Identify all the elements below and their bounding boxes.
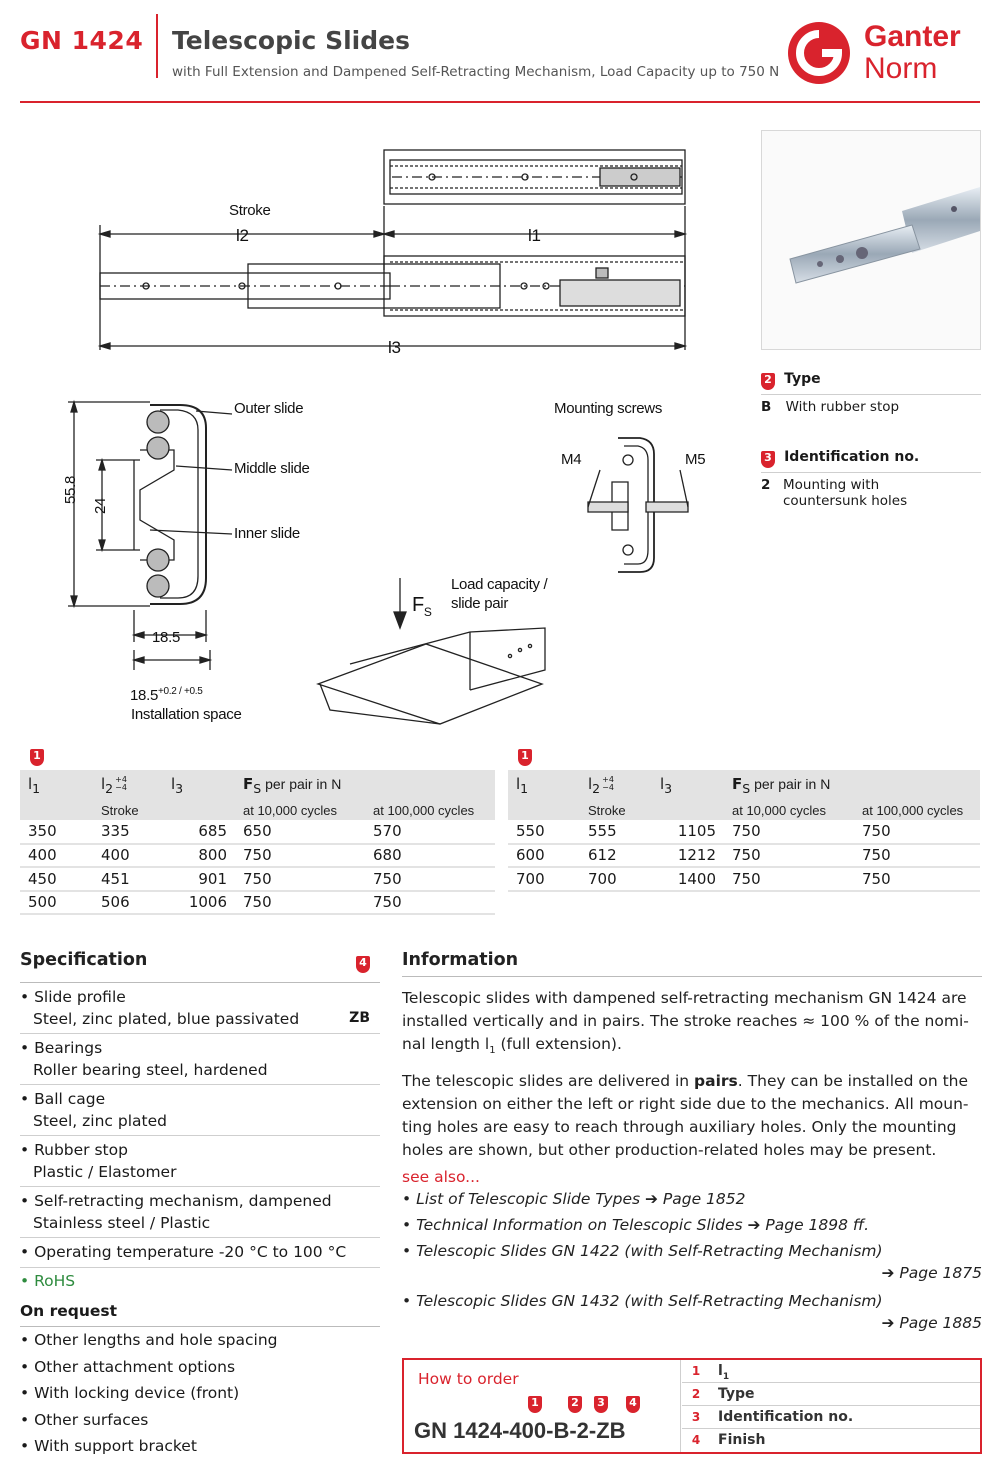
order-legend-row: [682, 1406, 980, 1429]
label-mounting-screws: Mounting screws: [554, 400, 663, 417]
see-also-link[interactable]: [402, 1212, 982, 1238]
table-cell: 600: [508, 844, 580, 868]
spec-finish-code: ZB: [349, 1009, 370, 1026]
table-cell: 750: [724, 820, 854, 844]
label-dim-185: 18.5: [152, 629, 180, 646]
label-m4: M4: [561, 451, 582, 468]
order-legend-row: [682, 1429, 980, 1452]
see-also-links: [402, 1186, 982, 1336]
table-right-wrap: [508, 770, 980, 892]
spec-item-material: Roller bearing steel, hardened: [33, 1060, 268, 1079]
type-badge: 2: [761, 373, 775, 390]
see-also-page-ref[interactable]: ➔ Page 1885: [881, 1314, 982, 1333]
table-left-badge: 1: [30, 749, 44, 766]
spec-item-title: • Rubber stop: [20, 1141, 128, 1159]
table-right-badge: 1: [518, 749, 532, 766]
order-legend-label: Type: [718, 1386, 755, 1402]
table-cell: 901: [163, 867, 235, 891]
type-title: Type: [784, 371, 821, 387]
on-request-item: • Other surfaces: [20, 1410, 149, 1429]
label-outer-slide: Outer slide: [234, 400, 304, 417]
table-cell: 335: [93, 820, 163, 844]
table-cell: 500: [20, 891, 93, 915]
order-badge: 1: [528, 1396, 542, 1413]
table-cell: 750: [235, 891, 365, 915]
order-title: How to order: [418, 1370, 519, 1388]
ganter-logo-icon: [784, 18, 854, 88]
table-cell: 1006: [163, 891, 235, 915]
see-also-link-text[interactable]: • Telescopic Slides GN 1422 (with Self-Retracting Mechanism): [402, 1242, 883, 1261]
order-separator: [680, 1360, 681, 1452]
spec-item-title: • Ball cage: [20, 1090, 106, 1108]
label-install-dim: $18.5^{+0.2 / +0.5}$: [130, 686, 203, 704]
spec-item: [20, 1238, 380, 1268]
spec-item-material: Stainless steel / Plastic: [33, 1213, 211, 1232]
table-cell: 680: [365, 844, 495, 868]
order-badge: 2: [568, 1396, 582, 1413]
see-also-link-text[interactable]: • Telescopic Slides GN 1432 (with Self-Retracting Mechanism): [402, 1292, 883, 1311]
order-legend-num: 3: [691, 1410, 701, 1424]
see-also-page-ref[interactable]: ➔ Page 1875: [881, 1264, 982, 1283]
type-section: [761, 368, 981, 415]
specification-title: Specification: [20, 950, 148, 970]
table-cell: 1400: [652, 867, 724, 891]
table-cell: 750: [854, 844, 980, 868]
table-cell: 800: [163, 844, 235, 868]
spec-item: [20, 1187, 380, 1238]
on-request-item: • Other attachment options: [20, 1357, 236, 1376]
table-right-row: [508, 820, 980, 844]
label-load-capacity: Load capacity /: [451, 576, 548, 593]
table-cell: 350: [20, 820, 93, 844]
order-legend-label: Identification no.: [718, 1409, 854, 1425]
technical-drawing: [0, 110, 760, 730]
table-cell: 550: [508, 820, 580, 844]
on-request-item: • With support bracket: [20, 1437, 197, 1455]
table-cell: 400: [20, 844, 93, 868]
order-legend-row: [682, 1360, 980, 1383]
table-cell: 750: [854, 820, 980, 844]
label-slide-pair: slide pair: [451, 595, 509, 612]
spec-item-material: Plastic / Elastomer: [33, 1162, 177, 1181]
spec-item: [20, 1034, 380, 1085]
table-cell: 400: [93, 844, 163, 868]
order-legend-label: Finish: [718, 1432, 766, 1448]
label-dim-24: 24: [92, 497, 109, 514]
table-cell: 451: [93, 867, 163, 891]
dimension-table-right: $l_1$ $l_2+4$ −4 $l_3$ $F_S$ per pair in N Stroke at 10,000 cycles at 100,000 cycles 550 555 1105 750 750 600 612 1212 750 750 700 700 1400 750 750: [508, 770, 980, 892]
order-code: [414, 1418, 626, 1444]
order-code-part: 2: [576, 1418, 589, 1443]
table-cell: 506: [93, 891, 163, 915]
label-l2: l2: [236, 226, 249, 245]
order-code-part: B: [553, 1418, 570, 1443]
table-cell: 750: [724, 867, 854, 891]
table-cell: 450: [20, 867, 93, 891]
table-cell: 700: [580, 867, 652, 891]
on-request-item: • With locking device (front): [20, 1384, 240, 1402]
table-left-wrap: [20, 770, 495, 915]
table-cell: 1212: [652, 844, 724, 868]
order-code-part: 400: [509, 1418, 547, 1443]
slide-drawing-svg: [0, 110, 760, 730]
table-cell: 750: [365, 891, 495, 915]
spec-item-title: • Self-retracting mechanism, dampened: [20, 1192, 332, 1210]
order-code-part: -: [588, 1418, 597, 1443]
spec-item-material: Steel, zinc plated, blue passivated: [33, 1009, 300, 1028]
information-title: Information: [402, 950, 519, 970]
label-m5: M5: [685, 451, 706, 468]
type-option-b: B With rubber stop: [761, 399, 900, 415]
information-section: [402, 950, 982, 1338]
see-also-link[interactable]: [402, 1288, 982, 1336]
logo-text-ganter: Ganter: [864, 20, 961, 53]
see-also-link[interactable]: [402, 1238, 982, 1286]
spec-item-title: • Slide profile: [20, 988, 126, 1006]
label-dim-558: 55.8: [62, 476, 79, 504]
ident-section: [761, 446, 981, 513]
see-also-label: see also...: [402, 1168, 480, 1187]
spec-item-material: Steel, zinc plated: [33, 1111, 167, 1130]
product-photo: [761, 130, 981, 350]
label-installation-space: Installation space: [131, 706, 242, 723]
table-left-row: [20, 867, 495, 891]
label-l3: l3: [388, 338, 401, 357]
label-fs: $F_S$: [412, 594, 432, 619]
ident-option-2: 2 Mounting with countersunk holes: [761, 477, 908, 509]
table-cell: 750: [724, 844, 854, 868]
table-left-row: [20, 844, 495, 868]
label-l1: l1: [528, 226, 541, 245]
ganter-norm-logo: [784, 18, 984, 88]
order-code-part: -: [569, 1418, 577, 1443]
table-left-row: [20, 891, 495, 915]
table-cell: 612: [580, 844, 652, 868]
info-paragraph-2: The telescopic slides are delivered in pairs. They can be installed on the extension on either the left or right side due to the mechanics. All moun- ting holes are easy to reach through auxiliary holes. Only the mounting holes are shown, but other production-related holes may be present.: [402, 1072, 969, 1160]
table-cell: 750: [854, 867, 980, 891]
on-request-list: [20, 1327, 380, 1460]
header-rule: [20, 101, 980, 103]
header-separator: [156, 14, 158, 78]
table-cell: 650: [235, 820, 365, 844]
finish-badge: 4: [356, 956, 370, 973]
spec-item: [20, 983, 380, 1034]
order-legend-label: $l_1$: [718, 1363, 730, 1382]
page-subtitle: with Full Extension and Dampened Self-Retracting Mechanism, Load Capacity up to 750 N: [172, 64, 780, 80]
logo-text-norm: Norm: [864, 52, 938, 85]
ident-badge: 3: [761, 451, 775, 468]
table-cell: 685: [163, 820, 235, 844]
telescopic-slide-image: [762, 131, 980, 349]
on-request-item: • Other lengths and hole spacing: [20, 1331, 278, 1349]
order-code-part: -: [502, 1418, 510, 1443]
table-right-row: [508, 844, 980, 868]
spec-item-title: • Bearings: [20, 1039, 103, 1057]
page-title: Telescopic Slides: [172, 26, 410, 55]
see-also-link-text[interactable]: • List of Telescopic Slide Types ➔ Page 1852: [402, 1190, 746, 1209]
order-legend-num: 1: [691, 1364, 701, 1378]
label-middle-slide: Middle slide: [234, 460, 310, 477]
order-badge: 4: [626, 1396, 640, 1413]
label-inner-slide: Inner slide: [234, 525, 300, 542]
table-cell: 570: [365, 820, 495, 844]
order-code-part: ZB: [596, 1418, 626, 1443]
table-cell: 750: [235, 867, 365, 891]
order-legend-num: 2: [691, 1387, 701, 1401]
table-left-row: [20, 820, 495, 844]
specification-list: [20, 983, 380, 1268]
spec-item-title: • Operating temperature -20 °C to 100 °C: [20, 1243, 347, 1261]
how-to-order-box: [402, 1358, 982, 1454]
ident-title: Identification no.: [784, 449, 920, 465]
info-paragraph-1: Telescopic slides with dampened self-retracting mechanism GN 1424 are installed vertically and in pairs. The stroke reaches ≈ 100 % of the nomi- nal length $l_1$ (full extension).: [402, 989, 969, 1057]
table-cell: 1105: [652, 820, 724, 844]
table-cell: 555: [580, 820, 652, 844]
order-code-part: GN 1424: [414, 1418, 503, 1443]
dimension-table-left: $l_1$ $l_2+4$ −4 $l_3$ $F_S$ per pair in N Stroke at 10,000 cycles at 100,000 cycles 350 335 685 650 570 400 400 800 750 680 450 451 901 750 750 500 506 1006 750 750: [20, 770, 495, 915]
specification-section: [20, 950, 380, 1290]
rohs-label: • RoHS: [20, 1271, 76, 1290]
order-badges: [404, 1396, 680, 1416]
order-legend-num: 4: [691, 1433, 701, 1447]
table-cell: 750: [235, 844, 365, 868]
spec-item: [20, 1085, 380, 1136]
on-request-section: [20, 1302, 380, 1460]
see-also-link-text[interactable]: • Technical Information on Telescopic Slides ➔ Page 1898 ff.: [402, 1216, 870, 1235]
order-code-part: -: [546, 1418, 554, 1443]
table-cell: 750: [365, 867, 495, 891]
table-cell: 700: [508, 867, 580, 891]
order-badge: 3: [594, 1396, 608, 1413]
order-legend-row: [682, 1383, 980, 1406]
table-right-row: [508, 867, 980, 891]
product-code: GN 1424: [20, 26, 144, 55]
label-stroke: Stroke: [229, 202, 271, 219]
see-also-link[interactable]: [402, 1186, 982, 1212]
spec-item: [20, 1136, 380, 1187]
on-request-title: On request: [20, 1302, 118, 1320]
